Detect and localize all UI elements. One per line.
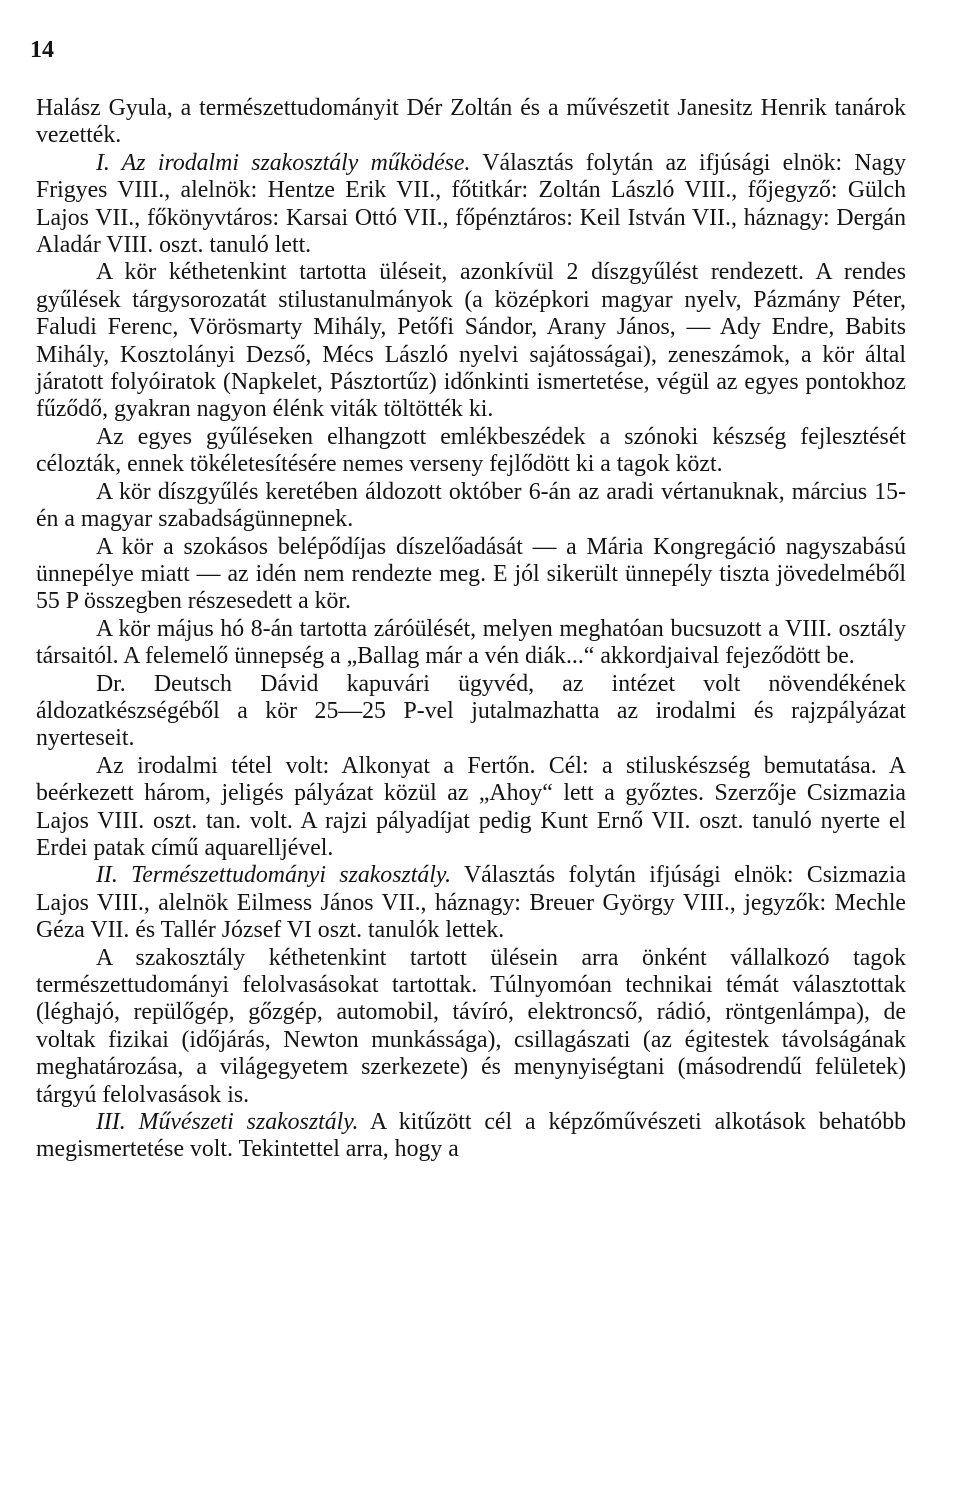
paragraph-1 (36, 95, 906, 150)
paragraph-text: A kör május hó 8-án tartotta záróülését, melyen meghatóan bucsuzott a VIII. osztály társaitól. A felemelő ünnepség a „Ballag már a vén diák...“ akkordjaival fejeződött be. (36, 615, 906, 670)
paragraph-6 (36, 534, 906, 616)
paragraph-text: A kör díszgyűlés keretében áldozott október 6-án az aradi vértanuknak, március 15-én a magyar szabadságünnepnek. (36, 478, 906, 533)
body-text (36, 95, 906, 1164)
paragraph-7 (36, 616, 906, 671)
page-number: 14 (30, 37, 54, 63)
paragraph-9 (36, 753, 906, 863)
paragraph-11 (36, 945, 906, 1109)
paragraph-text: Az egyes gyűléseken elhangzott emlékbeszédek a szónoki készség fejlesztését célozták, ennek tökéletesítésére nemes verseny fejlődött ki a tagok közt. (36, 423, 906, 478)
paragraph-12 (36, 1109, 906, 1164)
paragraph-text: Választás folytán ifjúsági elnök: Csizmazia Lajos VIII., alelnök Eilmess János VII., háznagy: Breuer György VIII., jegyzők: Mechle Géza VII. és Tallér József VI oszt. tanulók lettek. (36, 862, 907, 944)
paragraph-3 (36, 259, 906, 423)
paragraph-4 (36, 424, 906, 479)
paragraph-text: Az irodalmi tétel volt: Alkonyat a Fertőn. Cél: a stiluskészség bemutatása. A beérkezett három, jeligés pályázat közül az „Ahoy“ lett a győztes. Szerzője Csizmazia Lajos VIII. oszt. tan. volt. A rajzi pályadíjat pedig Kunt Ernő VII. oszt. tanuló nyerte el Erdei patak című aquarelljével. (36, 752, 906, 861)
paragraph-text: A kitűzött cél a képzőművészeti alkotások behatóbb megismertetése volt. Tekintettel arra, hogy a (36, 1109, 906, 1163)
paragraph-5 (36, 479, 906, 534)
paragraph-text: Dr. Deutsch Dávid kapuvári ügyvéd, az intézet volt növendékének áldozatkészségéből a kör 25—25 P-vel jutalmazhatta az irodalmi és rajzpályázat nyerteseit. (36, 670, 906, 752)
paragraph-text: A kör a szokásos belépődíjas díszelőadását — a Mária Kongregáció nagyszabású ünnepélye miatt — az idén nem rendezte meg. E jól sikerült ünnepély tiszta jövedelméből 55 P összegben részesedett a kör. (36, 533, 906, 615)
section-heading-science: II. Természettudományi szakosztály. (96, 862, 452, 889)
paragraph-2 (36, 150, 906, 260)
section-heading-literary: I. Az irodalmi szakosztály működése. (96, 149, 471, 176)
paragraph-8 (36, 671, 906, 753)
paragraph-text: A kör kéthetenkint tartotta üléseit, azonkívül 2 díszgyűlést rendezett. A rendes gyűlések tárgysorozatát stilustanulmányok (a középkori magyar nyelv, Pázmány Péter, Faludi Ferenc, Vörösmarty Mihály, Petőfi Sándor, Arany János, — Ady Endre, Babits Mihály, Kosztolányi Dezső, Mécs László nyelvi sajátosságai), zeneszámok, a kör által járatott folyóiratok (Napkelet, Pásztortűz) időnkinti ismertetése, végül az egyes pontokhoz fűződő, gyakran nagyon élénk viták töltötték ki. (36, 259, 906, 423)
paragraph-text: A szakosztály kéthetenkint tartott ülésein arra önként vállalkozó tagok természettudományi felolvasásokat tartottak. Túlnyomóan technikai témát választottak (léghajó, repülőgép, gőzgép, automobil, távíró, elektroncső, rádió, röntgenlámpa), de voltak fizikai (időjárás, Newton munkássága), csillagászati (az égitestek távolságának meghatározása, a világegyetem szerkezete) és menynyiségtani (másodrendű felületek) tárgyú felolvasások is. (36, 944, 906, 1108)
paragraph-text: Választás folytán az ifjúsági elnök: Nagy Frigyes VIII., alelnök: Hentze Erik VII., főtitkár: Zoltán László VIII., főjegyző: Gülch Lajos VII., főkönyvtáros: Karsai Ottó VII., főpénztáros: Keil István VII., háznagy: Dergán Aladár VIII. oszt. tanuló lett. (36, 149, 906, 259)
section-heading-arts: III. Művészeti szakosztály. (96, 1109, 359, 1136)
paragraph-text: Halász Gyula, a természettudományit Dér Zoltán és a művészetit Janesitz Henrik tanárok vezették. (36, 95, 906, 149)
paragraph-10 (36, 862, 906, 944)
